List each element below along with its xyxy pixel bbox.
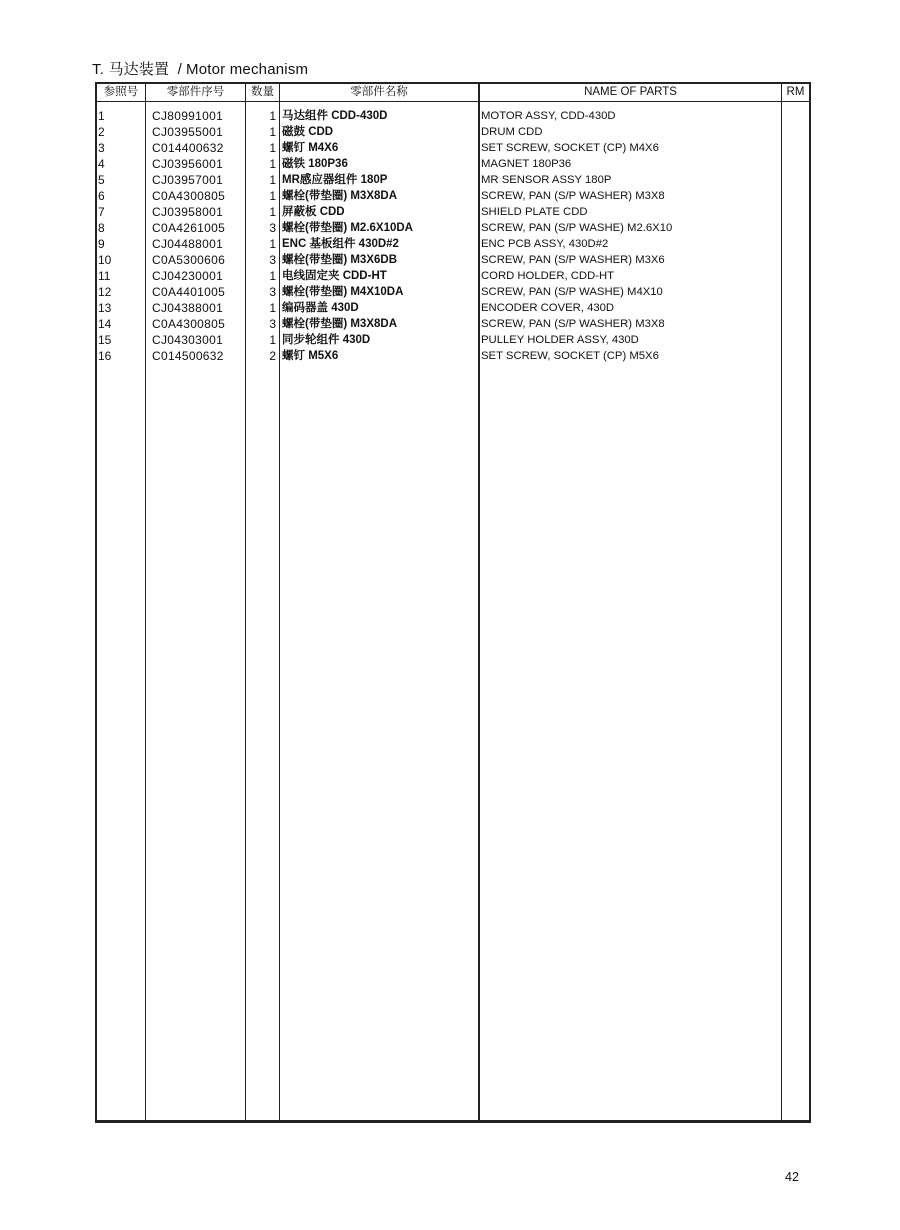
row-ref: 7 <box>98 205 105 219</box>
header-qty: 数量 <box>251 86 274 98</box>
row-part-number: C0A4300805 <box>152 317 226 331</box>
row-ref: 10 <box>98 253 112 267</box>
table-row <box>97 252 809 268</box>
row-name-cn: 电线固定夹 CDD-HT <box>282 270 387 282</box>
row-part-number: C0A4300805 <box>152 189 226 203</box>
header-ref: 参照号 <box>103 86 139 98</box>
row-ref: 11 <box>98 269 111 283</box>
row-name-en: CORD HOLDER, CDD-HT <box>481 270 615 282</box>
row-ref: 12 <box>98 285 112 299</box>
row-name-cn: 螺钉 M5X6 <box>282 350 339 362</box>
row-name-en: MAGNET 180P36 <box>481 158 572 170</box>
row-name-cn: 同步轮组件 430D <box>282 334 371 346</box>
row-part-number: C0A5300606 <box>152 253 226 267</box>
row-name-en: ENCODER COVER, 430D <box>481 302 615 314</box>
row-name-en: SCREW, PAN (S/P WASHER) M3X8 <box>481 190 665 202</box>
row-ref: 1 <box>98 109 105 123</box>
row-ref: 9 <box>98 237 105 251</box>
row-part-number: C0A4261005 <box>152 221 226 235</box>
page-number: 42 <box>785 1170 799 1184</box>
row-part-number: C0A4401005 <box>152 285 226 299</box>
header-rm: RM <box>786 86 805 98</box>
row-ref: 13 <box>98 301 112 315</box>
row-name-cn: 马达组件 CDD-430D <box>282 110 388 122</box>
row-name-cn: 螺栓(带垫圈) M3X6DB <box>282 254 398 266</box>
row-part-number: CJ04303001 <box>152 333 224 347</box>
table-row <box>97 188 809 204</box>
row-ref: 3 <box>98 141 105 155</box>
row-name-en: SHIELD PLATE CDD <box>481 206 588 218</box>
row-name-en: ENC PCB ASSY, 430D#2 <box>481 238 609 250</box>
row-part-number: C014500632 <box>152 349 224 363</box>
row-ref: 16 <box>98 349 112 363</box>
section-title-cn: 马达装置 <box>108 61 170 78</box>
row-quantity: 1 <box>269 301 276 315</box>
table-row <box>97 172 809 188</box>
row-ref: 4 <box>98 157 105 171</box>
row-part-number: CJ04488001 <box>152 237 224 251</box>
table-row <box>97 220 809 236</box>
table-row <box>97 204 809 220</box>
row-name-en: SCREW, PAN (S/P WASHER) M3X6 <box>481 254 665 266</box>
header-name-en: NAME OF PARTS <box>584 86 677 98</box>
row-name-en: SCREW, PAN (S/P WASHE) M4X10 <box>481 286 663 298</box>
row-quantity: 3 <box>269 317 276 331</box>
table-row <box>97 108 809 124</box>
row-part-number: CJ04230001 <box>152 269 224 283</box>
row-name-cn: 螺栓(带垫圈) M2.6X10DA <box>282 222 413 234</box>
row-name-cn: 螺栓(带垫圈) M3X8DA <box>282 190 398 202</box>
row-quantity: 1 <box>269 141 276 155</box>
row-quantity: 3 <box>269 285 276 299</box>
row-quantity: 2 <box>269 349 276 363</box>
table-body <box>97 108 809 364</box>
row-ref: 5 <box>98 173 105 187</box>
row-name-en: DRUM CDD <box>481 126 543 138</box>
row-ref: 6 <box>98 189 105 203</box>
row-quantity: 1 <box>269 333 276 347</box>
row-quantity: 1 <box>269 157 276 171</box>
row-quantity: 1 <box>269 189 276 203</box>
parts-table <box>95 82 811 1123</box>
row-name-cn: 螺栓(带垫圈) M3X8DA <box>282 318 398 330</box>
section-letter: T. <box>92 61 105 78</box>
row-name-cn: 屏蔽板 CDD <box>282 206 345 218</box>
table-row <box>97 284 809 300</box>
row-quantity: 1 <box>269 205 276 219</box>
section-title-separator: / <box>177 61 183 78</box>
section-title <box>92 58 308 79</box>
row-name-en: PULLEY HOLDER ASSY, 430D <box>481 334 639 346</box>
row-name-cn: 磁铁 180P36 <box>282 158 348 170</box>
row-part-number: CJ03956001 <box>152 157 224 171</box>
row-ref: 2 <box>98 125 105 139</box>
row-name-cn: 磁鼓 CDD <box>282 126 334 138</box>
table-row <box>97 140 809 156</box>
row-quantity: 3 <box>269 253 276 267</box>
row-name-cn: 编码器盖 430D <box>282 302 359 314</box>
row-part-number: CJ03958001 <box>152 205 224 219</box>
table-row <box>97 332 809 348</box>
header-name-cn: 零部件名称 <box>350 86 408 98</box>
table-row <box>97 236 809 252</box>
row-quantity: 3 <box>269 221 276 235</box>
row-name-cn: 螺栓(带垫圈) M4X10DA <box>282 286 404 298</box>
row-name-en: SCREW, PAN (S/P WASHER) M3X8 <box>481 318 665 330</box>
section-title-en: Motor mechanism <box>186 61 309 78</box>
row-part-number: CJ03957001 <box>152 173 224 187</box>
row-name-en: SET SCREW, SOCKET (CP) M4X6 <box>481 142 659 154</box>
table-row <box>97 156 809 172</box>
row-part-number: CJ03955001 <box>152 125 224 139</box>
row-quantity: 1 <box>269 269 276 283</box>
row-name-cn: ENC 基板组件 430D#2 <box>282 238 399 250</box>
row-part-number: C014400632 <box>152 141 224 155</box>
row-name-en: MOTOR ASSY, CDD-430D <box>481 110 616 122</box>
row-part-number: CJ04388001 <box>152 301 224 315</box>
row-name-en: SET SCREW, SOCKET (CP) M5X6 <box>481 350 659 362</box>
header-divider <box>97 101 809 102</box>
row-quantity: 1 <box>269 173 276 187</box>
table-row <box>97 316 809 332</box>
row-name-cn: 螺钉 M4X6 <box>282 142 339 154</box>
row-ref: 15 <box>98 333 112 347</box>
row-quantity: 1 <box>269 109 276 123</box>
header-part-no: 零部件序号 <box>166 86 225 98</box>
row-name-en: SCREW, PAN (S/P WASHE) M2.6X10 <box>481 222 673 234</box>
table-row <box>97 300 809 316</box>
row-quantity: 1 <box>269 237 276 251</box>
table-row <box>97 268 809 284</box>
table-row <box>97 348 809 364</box>
row-name-en: MR SENSOR ASSY 180P <box>481 174 612 186</box>
row-quantity: 1 <box>269 125 276 139</box>
table-row <box>97 124 809 140</box>
row-part-number: CJ80991001 <box>152 109 224 123</box>
row-ref: 14 <box>98 317 112 331</box>
row-ref: 8 <box>98 221 105 235</box>
row-name-cn: MR感应器组件 180P <box>282 174 388 186</box>
